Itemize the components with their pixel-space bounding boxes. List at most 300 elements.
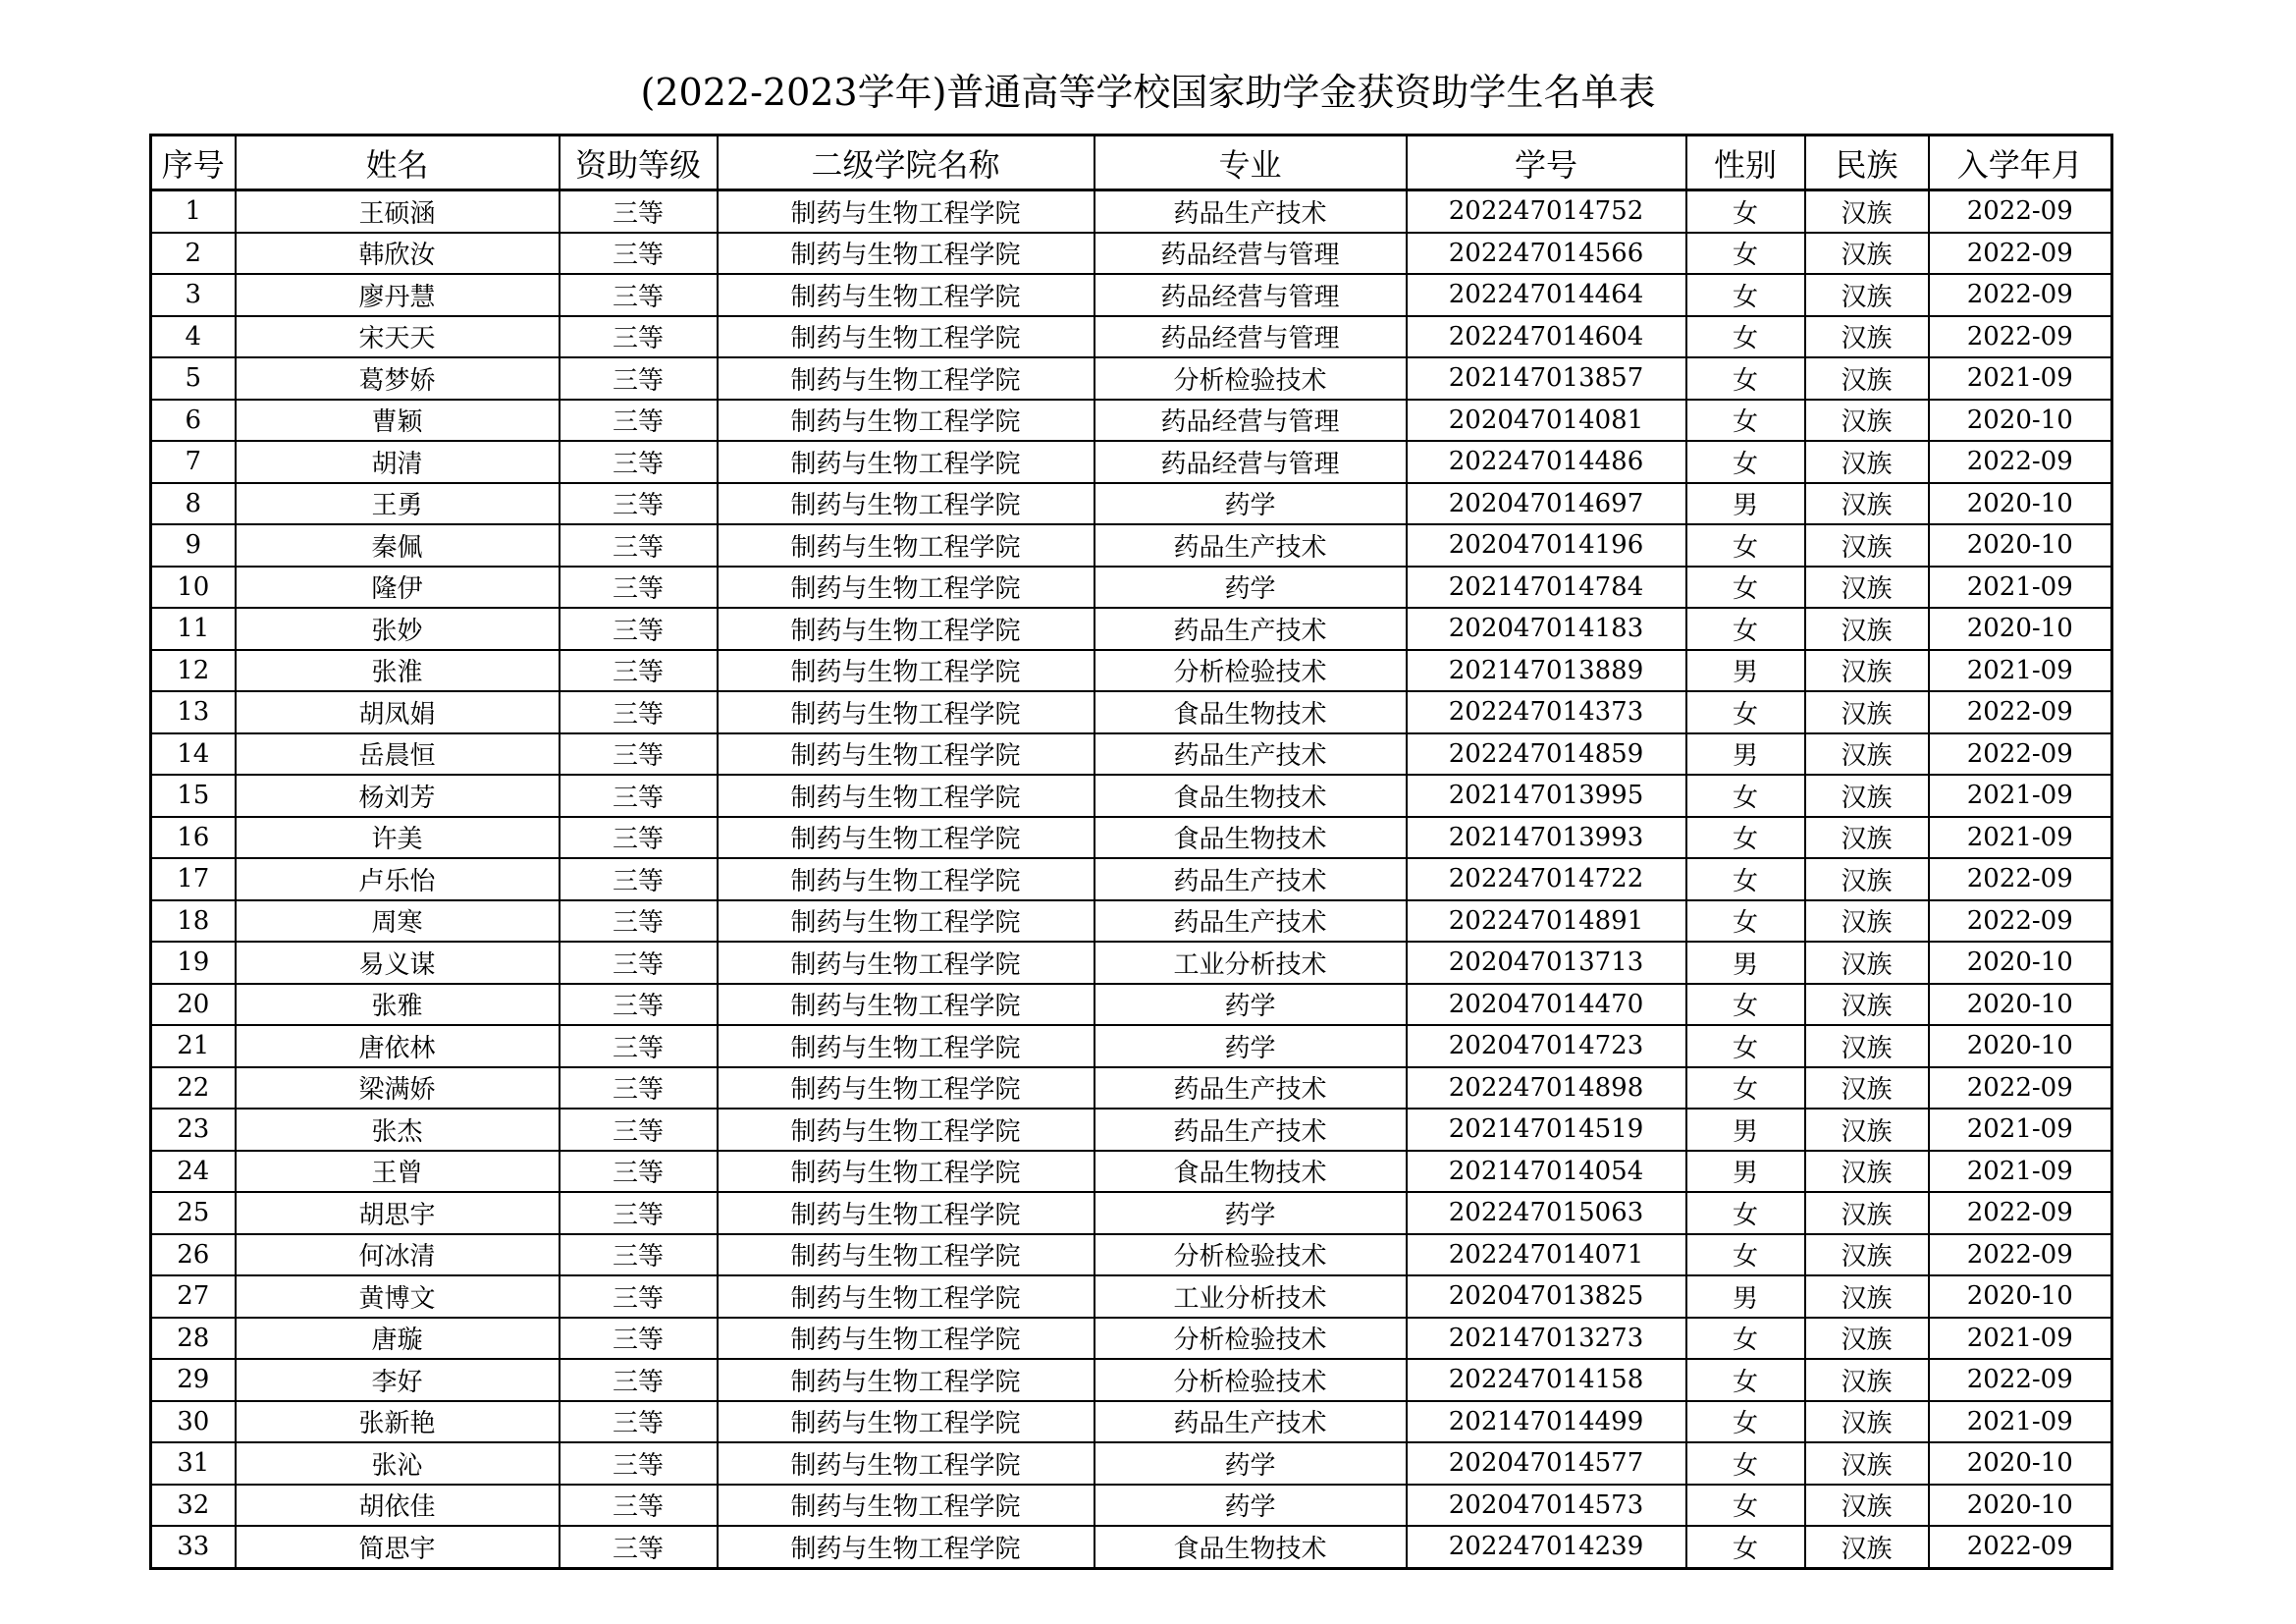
cell-major: 分析检验技术	[1095, 650, 1407, 692]
cell-major: 药品经营与管理	[1095, 400, 1407, 442]
cell-college: 制药与生物工程学院	[718, 817, 1095, 859]
cell-college: 制药与生物工程学院	[718, 775, 1095, 817]
cell-grant-level: 三等	[560, 984, 718, 1026]
cell-index: 27	[151, 1275, 236, 1318]
cell-index: 13	[151, 691, 236, 733]
cell-enrollment-date: 2022-09	[1929, 441, 2112, 483]
cell-gender: 女	[1686, 524, 1805, 567]
cell-major: 药学	[1095, 1025, 1407, 1067]
cell-major: 药品生产技术	[1095, 190, 1407, 233]
cell-enrollment-date: 2021-09	[1929, 1318, 2112, 1360]
table-row	[151, 233, 2112, 275]
cell-student-id: 202147014519	[1407, 1109, 1686, 1151]
cell-major: 药学	[1095, 1442, 1407, 1485]
cell-index: 20	[151, 984, 236, 1026]
cell-grant-level: 三等	[560, 1109, 718, 1151]
cell-ethnicity: 汉族	[1805, 357, 1929, 400]
cell-name: 曹颖	[236, 400, 560, 442]
cell-index: 1	[151, 190, 236, 233]
cell-index: 22	[151, 1067, 236, 1110]
cell-gender: 女	[1686, 817, 1805, 859]
cell-college: 制药与生物工程学院	[718, 190, 1095, 233]
cell-name: 宋天天	[236, 316, 560, 358]
cell-student-id: 202247014158	[1407, 1359, 1686, 1401]
cell-name: 易义谋	[236, 942, 560, 984]
cell-name: 唐璇	[236, 1318, 560, 1360]
cell-ethnicity: 汉族	[1805, 400, 1929, 442]
cell-index: 14	[151, 733, 236, 776]
cell-grant-level: 三等	[560, 400, 718, 442]
cell-college: 制药与生物工程学院	[718, 400, 1095, 442]
table-row	[151, 1318, 2112, 1360]
cell-name: 岳晨恒	[236, 733, 560, 776]
cell-index: 2	[151, 233, 236, 275]
cell-grant-level: 三等	[560, 357, 718, 400]
cell-student-id: 202247014752	[1407, 190, 1686, 233]
cell-major: 药品经营与管理	[1095, 441, 1407, 483]
cell-gender: 男	[1686, 733, 1805, 776]
cell-grant-level: 三等	[560, 650, 718, 692]
cell-major: 分析检验技术	[1095, 1359, 1407, 1401]
table-row	[151, 1234, 2112, 1276]
cell-student-id: 202247014566	[1407, 233, 1686, 275]
header-name: 姓名	[236, 135, 560, 190]
cell-grant-level: 三等	[560, 1318, 718, 1360]
cell-major: 药品经营与管理	[1095, 233, 1407, 275]
cell-index: 33	[151, 1526, 236, 1568]
cell-college: 制药与生物工程学院	[718, 357, 1095, 400]
cell-student-id: 202247014604	[1407, 316, 1686, 358]
cell-index: 21	[151, 1025, 236, 1067]
cell-name: 张妙	[236, 608, 560, 650]
cell-student-id: 202247015063	[1407, 1192, 1686, 1234]
cell-student-id: 202247014464	[1407, 274, 1686, 316]
cell-enrollment-date: 2020-10	[1929, 608, 2112, 650]
student-roster-table	[149, 134, 2113, 1570]
cell-enrollment-date: 2022-09	[1929, 233, 2112, 275]
cell-ethnicity: 汉族	[1805, 1275, 1929, 1318]
cell-enrollment-date: 2020-10	[1929, 942, 2112, 984]
cell-index: 23	[151, 1109, 236, 1151]
cell-student-id: 202247014722	[1407, 858, 1686, 900]
cell-name: 许美	[236, 817, 560, 859]
table-row	[151, 524, 2112, 567]
cell-enrollment-date: 2021-09	[1929, 567, 2112, 609]
cell-student-id: 202147013857	[1407, 357, 1686, 400]
cell-student-id: 202147013993	[1407, 817, 1686, 859]
cell-major: 药品生产技术	[1095, 858, 1407, 900]
cell-index: 17	[151, 858, 236, 900]
table-row	[151, 1025, 2112, 1067]
cell-student-id: 202147014054	[1407, 1151, 1686, 1193]
cell-ethnicity: 汉族	[1805, 1151, 1929, 1193]
cell-college: 制药与生物工程学院	[718, 1234, 1095, 1276]
cell-index: 6	[151, 400, 236, 442]
table-row	[151, 1192, 2112, 1234]
cell-student-id: 202047014196	[1407, 524, 1686, 567]
cell-grant-level: 三等	[560, 1192, 718, 1234]
table-row	[151, 1485, 2112, 1527]
cell-major: 食品生物技术	[1095, 1151, 1407, 1193]
cell-gender: 女	[1686, 1526, 1805, 1568]
cell-grant-level: 三等	[560, 608, 718, 650]
cell-enrollment-date: 2022-09	[1929, 858, 2112, 900]
cell-ethnicity: 汉族	[1805, 524, 1929, 567]
cell-gender: 女	[1686, 1359, 1805, 1401]
cell-gender: 女	[1686, 900, 1805, 943]
cell-gender: 男	[1686, 1109, 1805, 1151]
cell-grant-level: 三等	[560, 524, 718, 567]
cell-enrollment-date: 2021-09	[1929, 1151, 2112, 1193]
table-row	[151, 274, 2112, 316]
cell-student-id: 202047014470	[1407, 984, 1686, 1026]
cell-enrollment-date: 2022-09	[1929, 1234, 2112, 1276]
cell-student-id: 202247014859	[1407, 733, 1686, 776]
cell-grant-level: 三等	[560, 858, 718, 900]
cell-gender: 男	[1686, 1275, 1805, 1318]
header-enrollment-date: 入学年月	[1929, 135, 2112, 190]
cell-index: 16	[151, 817, 236, 859]
cell-ethnicity: 汉族	[1805, 1359, 1929, 1401]
cell-index: 5	[151, 357, 236, 400]
table-row	[151, 1401, 2112, 1443]
header-index: 序号	[151, 135, 236, 190]
cell-ethnicity: 汉族	[1805, 233, 1929, 275]
cell-index: 12	[151, 650, 236, 692]
cell-gender: 女	[1686, 1442, 1805, 1485]
cell-student-id: 202147013995	[1407, 775, 1686, 817]
cell-enrollment-date: 2020-10	[1929, 1275, 2112, 1318]
cell-major: 工业分析技术	[1095, 1275, 1407, 1318]
cell-grant-level: 三等	[560, 817, 718, 859]
cell-major: 工业分析技术	[1095, 942, 1407, 984]
cell-gender: 女	[1686, 357, 1805, 400]
table-row	[151, 357, 2112, 400]
cell-ethnicity: 汉族	[1805, 190, 1929, 233]
cell-index: 32	[151, 1485, 236, 1527]
cell-gender: 女	[1686, 608, 1805, 650]
cell-major: 食品生物技术	[1095, 1526, 1407, 1568]
cell-student-id: 202247014373	[1407, 691, 1686, 733]
cell-college: 制药与生物工程学院	[718, 1442, 1095, 1485]
cell-student-id: 202247014898	[1407, 1067, 1686, 1110]
cell-grant-level: 三等	[560, 1275, 718, 1318]
cell-major: 药学	[1095, 1192, 1407, 1234]
cell-gender: 男	[1686, 650, 1805, 692]
cell-index: 3	[151, 274, 236, 316]
cell-college: 制药与生物工程学院	[718, 1192, 1095, 1234]
cell-name: 李好	[236, 1359, 560, 1401]
cell-name: 张杰	[236, 1109, 560, 1151]
table-row	[151, 1067, 2112, 1110]
cell-college: 制药与生物工程学院	[718, 1109, 1095, 1151]
cell-index: 31	[151, 1442, 236, 1485]
cell-grant-level: 三等	[560, 1067, 718, 1110]
cell-name: 简思宇	[236, 1526, 560, 1568]
cell-grant-level: 三等	[560, 483, 718, 525]
cell-student-id: 202047014723	[1407, 1025, 1686, 1067]
cell-name: 唐依林	[236, 1025, 560, 1067]
cell-enrollment-date: 2022-09	[1929, 1067, 2112, 1110]
table-row	[151, 733, 2112, 776]
cell-student-id: 202247014071	[1407, 1234, 1686, 1276]
cell-grant-level: 三等	[560, 1151, 718, 1193]
cell-ethnicity: 汉族	[1805, 567, 1929, 609]
cell-enrollment-date: 2021-09	[1929, 1401, 2112, 1443]
cell-index: 28	[151, 1318, 236, 1360]
cell-name: 胡凤娟	[236, 691, 560, 733]
cell-enrollment-date: 2022-09	[1929, 190, 2112, 233]
cell-name: 韩欣汝	[236, 233, 560, 275]
table-row	[151, 650, 2112, 692]
table-row	[151, 1359, 2112, 1401]
cell-name: 廖丹慧	[236, 274, 560, 316]
cell-enrollment-date: 2022-09	[1929, 1526, 2112, 1568]
cell-index: 15	[151, 775, 236, 817]
table-row	[151, 1526, 2112, 1568]
cell-enrollment-date: 2022-09	[1929, 1192, 2112, 1234]
cell-name: 王曾	[236, 1151, 560, 1193]
cell-ethnicity: 汉族	[1805, 650, 1929, 692]
cell-gender: 男	[1686, 483, 1805, 525]
cell-ethnicity: 汉族	[1805, 608, 1929, 650]
cell-grant-level: 三等	[560, 900, 718, 943]
cell-student-id: 202147014499	[1407, 1401, 1686, 1443]
cell-college: 制药与生物工程学院	[718, 691, 1095, 733]
table-row	[151, 483, 2112, 525]
cell-gender: 女	[1686, 775, 1805, 817]
cell-gender: 女	[1686, 190, 1805, 233]
cell-college: 制药与生物工程学院	[718, 1401, 1095, 1443]
cell-student-id: 202047013825	[1407, 1275, 1686, 1318]
cell-enrollment-date: 2021-09	[1929, 650, 2112, 692]
cell-index: 29	[151, 1359, 236, 1401]
table-row	[151, 775, 2112, 817]
cell-gender: 女	[1686, 1234, 1805, 1276]
cell-enrollment-date: 2022-09	[1929, 316, 2112, 358]
cell-ethnicity: 汉族	[1805, 483, 1929, 525]
cell-gender: 女	[1686, 1318, 1805, 1360]
table-row	[151, 400, 2112, 442]
cell-ethnicity: 汉族	[1805, 1401, 1929, 1443]
cell-grant-level: 三等	[560, 316, 718, 358]
cell-index: 26	[151, 1234, 236, 1276]
cell-index: 10	[151, 567, 236, 609]
cell-grant-level: 三等	[560, 1359, 718, 1401]
cell-student-id: 202047014081	[1407, 400, 1686, 442]
cell-name: 秦佩	[236, 524, 560, 567]
cell-ethnicity: 汉族	[1805, 316, 1929, 358]
cell-grant-level: 三等	[560, 441, 718, 483]
cell-enrollment-date: 2022-09	[1929, 1359, 2112, 1401]
cell-major: 食品生物技术	[1095, 775, 1407, 817]
cell-ethnicity: 汉族	[1805, 942, 1929, 984]
cell-name: 张雅	[236, 984, 560, 1026]
cell-enrollment-date: 2020-10	[1929, 483, 2112, 525]
cell-college: 制药与生物工程学院	[718, 483, 1095, 525]
cell-major: 药学	[1095, 483, 1407, 525]
cell-name: 王硕涵	[236, 190, 560, 233]
cell-gender: 女	[1686, 274, 1805, 316]
cell-student-id: 202247014891	[1407, 900, 1686, 943]
cell-ethnicity: 汉族	[1805, 733, 1929, 776]
header-ethnicity: 民族	[1805, 135, 1929, 190]
cell-college: 制药与生物工程学院	[718, 1151, 1095, 1193]
cell-ethnicity: 汉族	[1805, 1526, 1929, 1568]
cell-college: 制药与生物工程学院	[718, 1526, 1095, 1568]
table-body	[151, 190, 2112, 1569]
cell-name: 葛梦娇	[236, 357, 560, 400]
header-student-id: 学号	[1407, 135, 1686, 190]
cell-name: 何冰清	[236, 1234, 560, 1276]
cell-name: 张沁	[236, 1442, 560, 1485]
cell-index: 24	[151, 1151, 236, 1193]
cell-college: 制药与生物工程学院	[718, 1359, 1095, 1401]
cell-major: 分析检验技术	[1095, 357, 1407, 400]
cell-student-id: 202047013713	[1407, 942, 1686, 984]
cell-ethnicity: 汉族	[1805, 1109, 1929, 1151]
cell-ethnicity: 汉族	[1805, 1067, 1929, 1110]
cell-student-id: 202147013273	[1407, 1318, 1686, 1360]
header-major: 专业	[1095, 135, 1407, 190]
table-row	[151, 691, 2112, 733]
cell-gender: 女	[1686, 316, 1805, 358]
cell-student-id: 202047014577	[1407, 1442, 1686, 1485]
cell-college: 制药与生物工程学院	[718, 1485, 1095, 1527]
cell-student-id: 202047014697	[1407, 483, 1686, 525]
cell-gender: 女	[1686, 858, 1805, 900]
table-row	[151, 316, 2112, 358]
cell-ethnicity: 汉族	[1805, 1442, 1929, 1485]
cell-student-id: 202247014239	[1407, 1526, 1686, 1568]
table-row	[151, 984, 2112, 1026]
cell-name: 张新艳	[236, 1401, 560, 1443]
cell-name: 梁满娇	[236, 1067, 560, 1110]
header-grant-level: 资助等级	[560, 135, 718, 190]
cell-ethnicity: 汉族	[1805, 775, 1929, 817]
cell-name: 胡清	[236, 441, 560, 483]
cell-index: 18	[151, 900, 236, 943]
cell-enrollment-date: 2020-10	[1929, 984, 2112, 1026]
cell-enrollment-date: 2020-10	[1929, 400, 2112, 442]
cell-enrollment-date: 2022-09	[1929, 733, 2112, 776]
table-row	[151, 858, 2112, 900]
cell-major: 药品生产技术	[1095, 608, 1407, 650]
cell-major: 药品经营与管理	[1095, 274, 1407, 316]
cell-major: 药品生产技术	[1095, 1109, 1407, 1151]
table-header-row	[151, 135, 2112, 190]
cell-college: 制药与生物工程学院	[718, 441, 1095, 483]
cell-name: 张淮	[236, 650, 560, 692]
table-row	[151, 1151, 2112, 1193]
cell-enrollment-date: 2021-09	[1929, 817, 2112, 859]
cell-enrollment-date: 2021-09	[1929, 357, 2112, 400]
cell-major: 分析检验技术	[1095, 1318, 1407, 1360]
cell-ethnicity: 汉族	[1805, 817, 1929, 859]
cell-name: 黄博文	[236, 1275, 560, 1318]
cell-grant-level: 三等	[560, 567, 718, 609]
table-row	[151, 567, 2112, 609]
cell-ethnicity: 汉族	[1805, 984, 1929, 1026]
cell-gender: 女	[1686, 984, 1805, 1026]
cell-name: 王勇	[236, 483, 560, 525]
cell-major: 药品生产技术	[1095, 900, 1407, 943]
cell-major: 药品经营与管理	[1095, 316, 1407, 358]
cell-index: 25	[151, 1192, 236, 1234]
cell-student-id: 202147014784	[1407, 567, 1686, 609]
cell-college: 制药与生物工程学院	[718, 233, 1095, 275]
cell-index: 7	[151, 441, 236, 483]
table-row	[151, 942, 2112, 984]
cell-grant-level: 三等	[560, 1401, 718, 1443]
cell-gender: 女	[1686, 1192, 1805, 1234]
cell-index: 9	[151, 524, 236, 567]
cell-ethnicity: 汉族	[1805, 900, 1929, 943]
cell-college: 制药与生物工程学院	[718, 274, 1095, 316]
table-row	[151, 817, 2112, 859]
cell-enrollment-date: 2022-09	[1929, 691, 2112, 733]
cell-major: 药学	[1095, 1485, 1407, 1527]
cell-enrollment-date: 2020-10	[1929, 1442, 2112, 1485]
cell-ethnicity: 汉族	[1805, 1234, 1929, 1276]
cell-index: 30	[151, 1401, 236, 1443]
table-row	[151, 441, 2112, 483]
cell-college: 制药与生物工程学院	[718, 1318, 1095, 1360]
cell-index: 4	[151, 316, 236, 358]
cell-grant-level: 三等	[560, 1025, 718, 1067]
table-row	[151, 900, 2112, 943]
cell-major: 药学	[1095, 567, 1407, 609]
cell-enrollment-date: 2021-09	[1929, 1109, 2112, 1151]
cell-college: 制药与生物工程学院	[718, 1067, 1095, 1110]
cell-college: 制药与生物工程学院	[718, 984, 1095, 1026]
cell-college: 制药与生物工程学院	[718, 316, 1095, 358]
cell-gender: 女	[1686, 1485, 1805, 1527]
cell-college: 制药与生物工程学院	[718, 733, 1095, 776]
cell-ethnicity: 汉族	[1805, 1318, 1929, 1360]
cell-college: 制药与生物工程学院	[718, 900, 1095, 943]
cell-major: 药品生产技术	[1095, 1401, 1407, 1443]
cell-index: 8	[151, 483, 236, 525]
table-row	[151, 190, 2112, 233]
cell-student-id: 202047014573	[1407, 1485, 1686, 1527]
cell-grant-level: 三等	[560, 942, 718, 984]
cell-major: 食品生物技术	[1095, 817, 1407, 859]
cell-gender: 女	[1686, 1401, 1805, 1443]
cell-grant-level: 三等	[560, 274, 718, 316]
cell-grant-level: 三等	[560, 1442, 718, 1485]
cell-gender: 女	[1686, 567, 1805, 609]
cell-name: 胡思宇	[236, 1192, 560, 1234]
cell-grant-level: 三等	[560, 1485, 718, 1527]
cell-ethnicity: 汉族	[1805, 1025, 1929, 1067]
cell-gender: 男	[1686, 942, 1805, 984]
cell-major: 药品生产技术	[1095, 733, 1407, 776]
table-row	[151, 1109, 2112, 1151]
cell-gender: 女	[1686, 1067, 1805, 1110]
cell-grant-level: 三等	[560, 733, 718, 776]
cell-student-id: 202047014183	[1407, 608, 1686, 650]
header-college: 二级学院名称	[718, 135, 1095, 190]
cell-ethnicity: 汉族	[1805, 274, 1929, 316]
cell-grant-level: 三等	[560, 233, 718, 275]
cell-major: 药品生产技术	[1095, 524, 1407, 567]
cell-student-id: 202147013889	[1407, 650, 1686, 692]
cell-grant-level: 三等	[560, 691, 718, 733]
cell-college: 制药与生物工程学院	[718, 650, 1095, 692]
cell-college: 制药与生物工程学院	[718, 858, 1095, 900]
cell-ethnicity: 汉族	[1805, 1485, 1929, 1527]
